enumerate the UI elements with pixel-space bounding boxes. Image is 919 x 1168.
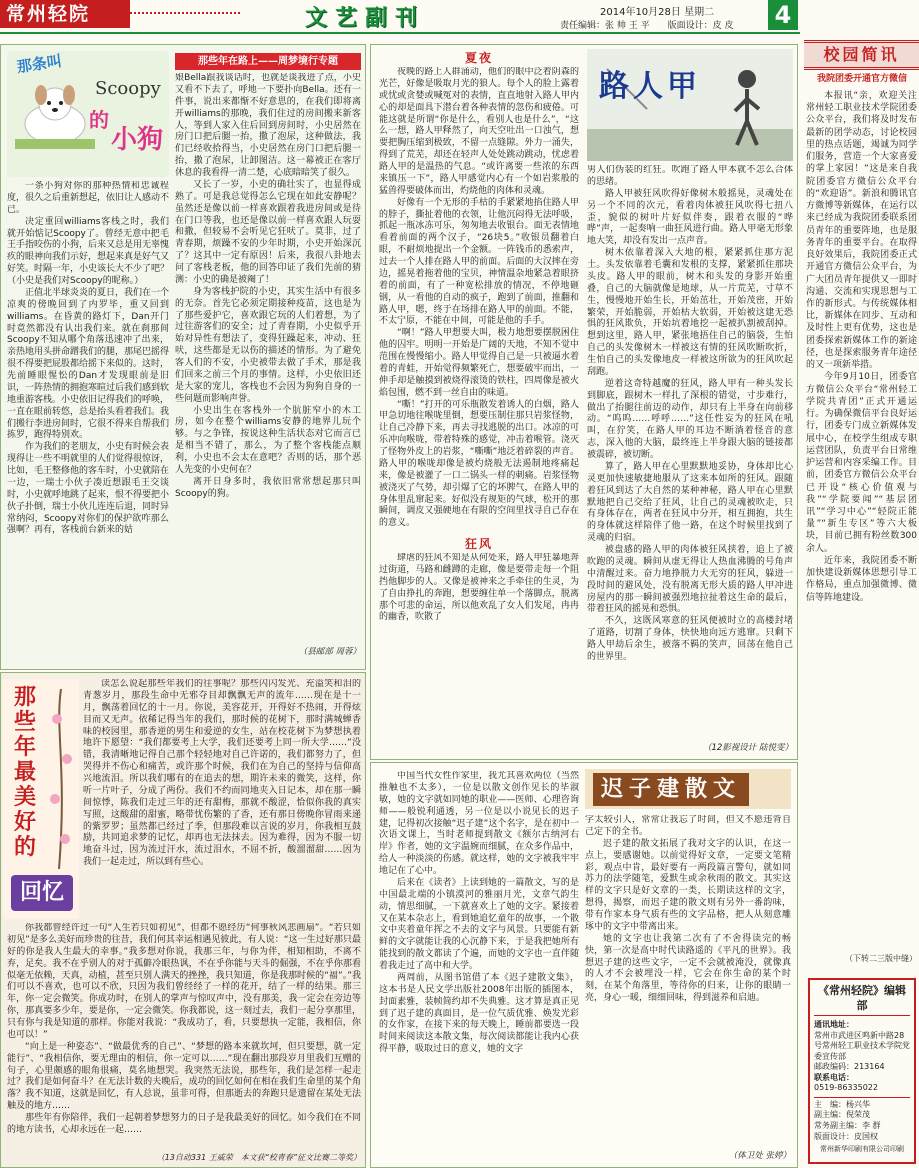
memories-col-top — [83, 679, 361, 919]
staff-row: 主 编：杨兴华 — [814, 1099, 870, 1109]
paragraph: 今年9月10日，团委官方微信公众平台“常州轻工学院共青团”正式开通运行。为确保微信平台良好运行，团委专门成立新媒体发展中心，在校学生组成专职运营团队，负责平台日常维护运营和内容采编工作。目前，团委官方微信公众平台已开设“核心价值观与我”“学院要闻”“基层团讯”“学习中心”“轻院正能量”“新生专区”等六大板块，目前已拥有粉丝数300余人。 — [806, 372, 917, 554]
phone-number: 0519-86335022 — [814, 1083, 878, 1093]
paragraph: 字太较引人，常常让我忘了时间，但又不愿违背自己定下的全书。 — [585, 815, 791, 837]
staff-list — [814, 1097, 910, 1142]
paragraph: 逆着这奇特越魔的狂风，路人甲有一种头发长到脚底，跟树木一样扎了深根的错觉，寸步难行，做出了抬腿往前迈的动作，却只有上半身在向前移动。“呜呜……呼呼……”这任性妄为的狂风在吼叫，在狞笑，在路人甲的耳边不断淌着怪音的意志，深入他的大脑，最终连上半身跟大脑的链接都被震碎，被切断。 — [587, 378, 793, 460]
campus-continued: （下转二三版中缝） — [845, 954, 917, 963]
zip-code: 邮政编码：213164 — [814, 1062, 885, 1072]
paragraph: 夜晚的路上人群涌动，他们的眼中泛着阴森的光芒，好像是吸取月光的狼人。每个人的脸上露着或忧或贪婪或喊冤对的表情，直直地射入路人甲内心的却是面具下潜台着各种表情的忽伤和疲倦。可能这就是所谓“你是什么，看别人也是什么”，“这么一想，路人甲释然了，向天空吐出一口浊气，想要把胸压缩到极致，不留一点缝隙。外力一涌失，得到了荒芜，却还在轻声人处处跳动跳动，忧虑着路人甲的是温热的气息。“或许离要一些浓的东西来镇压一下”，路人甲感觉内心有一个如岩浆般的猛兽得要破体而出，灼烧他的肉体和灵魂。 — [379, 67, 579, 196]
paragraph: 她的文字也让我第二次有了不舍得读完的畅快，第一次是高中时代读路遥的《平凡的世界》。我想迟子建的这些文字，一定不会就被淹没，就像真的人才不会被埋没一样，它会在你生命的某个时刻，在某个角落里，等待你的归来，让你的眼睛一亮，身心一暖，细细回味，得到滋养和启迪。 — [585, 933, 791, 1004]
scoopy-col-1 — [7, 181, 169, 665]
paragraph: 那些年有你陪伴，我们一起朝着梦想努力的日子是我最美好的回忆。如今我们在不同的地方读书，心却永远在一起…… — [7, 1113, 361, 1135]
memories-col-bottom — [7, 923, 361, 1149]
paragraph: 中国当代女性作家里，我尤其喜欢两位（当然推触也不太多），一位是以散文创作见长的毕淑敏，她的文字就如同她的职业——医师、心理咨询师——般锐利通透，另一位是以小说见长的迟子建，记得初次接触“迟子建”这个名字，是在初中一次语文课上，当时老师提到散文《额尔古纳河右岸》作者，她的文字温婉而细腻，在众多作品中，给人一种淡淡的伤感。就这样，她的文字被我牢牢地记在了心中。 — [379, 771, 579, 876]
passerby-subtitle-wind: 狂风 — [464, 537, 493, 551]
paragraph: 离开日身多时，我依旧常常想起那只叫Scoopy的狗。 — [175, 476, 361, 499]
title-top: 那条叫 — [15, 51, 63, 77]
paragraph: 迟子建的散文拓展了我对文字的认识，在这一点上，要感谢她。以前觉得好文章，一定要文笔精彩，观点中肯，最好要有一两段篇言警句，就如同苏力的法学随笔，爱默生或余秋雨的散文。其实这样的文字只是好文章的一类，长期读这样的文字，想得，揭察，而迟子建的散文则有另外一番韵味，带有作家本身气质有些的文字品格，把人从刻意雕琢中的文字中带离出来。 — [585, 838, 791, 932]
scoopy-col-2 — [175, 73, 361, 637]
article-chizijian — [370, 762, 798, 1168]
chizijian-col-right — [585, 815, 791, 1145]
paragraph: 一条小狗对你的那种热情和忠诚程度，很久之后重新想起，依旧让人感动不已。 — [7, 181, 169, 215]
passerby-col-left-2 — [379, 553, 579, 753]
paragraph: 近年来，我院团委不断加快建设新媒体思想引导工作格局，重点加强微博、微信等阵地建设。 — [806, 555, 917, 603]
section-title: 文艺副刊 — [305, 5, 426, 31]
chizijian-title-art — [585, 769, 791, 809]
title-bottom: 小狗 — [111, 125, 164, 155]
paragraph: 肆虐的狂风不知是从何处来，路人甲狂暴地奔过街道，马路和雌蹲的走廊，像是要带走每一个阻挡他脚步的人。又像是被神来之手牵住的生灵，为了自由挣扎的奔跑，想要缠住单一个落脚点，脱离那个可悲的命运，所以他欢乱了女人们发尾，冉冉的幽香，吹散了 — [379, 553, 579, 623]
paragraph: 男人们伪装的红狂。吹跑了路人甲本就不怎么合体的思绪。 — [587, 165, 793, 187]
phone-label: 联系电话： — [814, 1072, 854, 1082]
paragraph: 算了，路人甲在心里默默地妥协，身体却比心灵更加快速敏捷地服从了这来本如所的狂风。跟随着狂风到达了大自然的某种神秘，路人甲在心里默默地把自己交给了狂风，让自己的灵魂被吹走，只有身体存在，两者在狂风中分开，相互拥抱，共生的身体就这样陪伴了他一路，在这个时候里找到了灵魂的归宿。 — [587, 461, 793, 544]
paragraph: 后来在《读者》上读到她的一篇散文，写的是中国最北端的小镇漠河的雅丽月光，文章气韵生动，情思细腻，一下就喜欢上了她的文字。紧接着又在某本杂志上，看到她追忆童年的故事，一个散文中夹着童年挥之不去的文字与风景。只要能有新鲜的文字就能让我的心沉静下来，于是我把她所有能找到的散文都读了个遍，而她的文字也一直伴随着我走过了高中和大学。 — [379, 877, 579, 971]
paragraph: “嘶！”打开的可乐瓶散发着诱人的白烟，路人甲急切地往喉咙里倒，想要压制住那只岩浆怪物，让自己冷静下来，再去寻找逃脱的出口。冰凉的可乐冲向喉咙，带着特殊的感觉，冲击着喉管。浇灭了怪物外皮上的岩浆，“嘶嘶”地泛着碎裂的声音。路人甲的喉咙却像是被灼烧般无法遏制地疼痛起来，像是被灌了一口二锅头一样的刺痛。岩浆怪物被浇灭了气势，却引爆了它的坏脾气，在路人甲的身体里乱窜起来。好似没有规矩的气球，松开的那瞬间，调皮又强硬地在有限的空间里找寻自己存在的意义。 — [379, 399, 579, 529]
campus-news-headline: 我院团委开通官方微信 — [816, 74, 907, 84]
scoopy-byline: （县邮部 周蓉） — [298, 647, 361, 657]
paragraph: 决定重回williams客栈之时，我们就开始惦记Scoopy了。曾经无意中把毛王手指咬伤的小狗，后来又总是用无辜愧疚的眼神向我们示好，想起来真是好气又好笑。时隔一年，小史该长大不少了吧？（小史是我们对Scoopy的昵称。） — [7, 216, 169, 286]
paragraph: 娘Bella跟我谈话时，也就是谈我进了点，小史又看不下去了，呼地一下要扑向Bella。还有一件事，说出来都惭不好意思的，在我们即将离开williams的那晚，我们住过的房间搬来新客人，等到人家入住后回到房间时，小史居然在房门口把后腿一抬，撒了泡尿，这种做法，我们已经收拾得当，小史居然在房门口把后腿一抬，撒了泡尿，让卸图洁。这一幕被正在客厅休息的我看得一清二楚，心底暗暗笑了很久。 — [175, 73, 361, 178]
printer-line: 常州新华印刷有限公司印刷 — [820, 1145, 904, 1154]
paragraph: 作为我们的老朋友，小史有时候会表现得让一些不明就里的人们觉得很惊讶，比如，毛王整修他的客车时，小史就陪在一边，一瑞士小伙子凑近想跟毛王交谈时，小史就呼地跳了起来，恨不得要把小伙子扑倒，瑞士小伙儿连连后退，同时异常纳闷，Scoopy对你们的保护欲咋那么强啊？再有，客栈前台新来的姑 — [7, 442, 169, 536]
passerby-subtitle-night: 夏夜 — [464, 51, 493, 65]
paragraph: 你我都曾经许过一句“人生若只如初见”，但都不愿经历“何事秋风悲画扇”。“若只如初见”是多么美好而珍贵的往昔，我们何其幸运相遇见彼此，有人说：“这一生过好那只最好的你是我人生最大的幸事。”我多想对你说，我那三年，与你为伴，相知相助，不离不弃，足矣。我不在乎别人的对于孤僻冷眼热讽，不在乎你能与天斗的倔强，不在乎你那看似毫无依赖，天真，动植，甚至只别人满天的挫挫，我只知道，你是我那时候的“福”。”我们可以不喜欢，也可以不欣，只因为我们曾经经了一样的花开，结了一样的结果。那三年，你一定会微笑。你成功时，在别人的掌声与惊叹声中，没有那美，我一定会在旁边等你，那真要多少年，要是你，一定会微笑。你我都说，这一刻过去，我们一起分享那里，只有你与我是知道的那样。你能对我说：“我成功了，看，只要想执一定能，我相信，你也可以！” — [7, 923, 361, 1040]
chizijian-title: 迟子建散文 — [593, 773, 749, 806]
masthead-decoration — [130, 12, 240, 18]
scoopy-title-art — [7, 51, 169, 177]
campus-news-title: 校园简讯 — [804, 40, 919, 70]
series-stripe: 那些年在路上——周梦境行专题 — [175, 53, 361, 70]
paragraph: 树木依靠着深入大地的根，紧紧抓住那方泥土。头发依靠着毛囊和发根的支撑，紧紧抓住那块头皮。路人甲的眼前，树木和头发的身影开始重叠，自己的大脑就像是地球，从一片荒芜，寸草不生，慢慢地开始生长，开始茁壮，开始茂密，开始繁荣，开始脆弱，开始枯大软弱，开始被这建无恐惧的狂风欺负，开始坑着地挖一起被扒割被刮掉。想到这里，路人甲，紧张地捂住自己的脑袋，生怕自己的头发像树木一样被这有情的狂风吹断吹折，生怕自己的头发像地皮一样被这所欲为的狂风吹起刮跑。 — [587, 248, 793, 377]
address: 常州市武进区鸣新中路28号常州轻工职业技术学院党委宣传部 — [814, 1030, 910, 1061]
paragraph: 本报讯“亲，欢迎关注常州轻工职业技术学院团委公众平台，我们将及时发布最新的团学动态，讨论校园里的热点话题，竭诚为同学们服务，营造一个大家喜爱的掌上家园！”这是来自我院团委官方微信公众平台的“欢迎语”。新浪和腾讯官方微博等新媒体，在运行以来已经成为我院团委联系团员青年的重要阵地，也是服务青年的重要平台。在取得良好效果后，我院团委正式开通官方微信公众平台，为广大团员青年提供又一即时沟通、交流和实现思想与工作的新形式。与传统媒体相比，新媒体在同步、互动和及时性上更有优势，这也是团委探索新媒体工作的新途径，也是探索服务青年途径的又一项新举措。 — [806, 91, 917, 371]
paragraph: “向上是一种姿态”、“做最优秀的自己”、“梦想的路本来就坎坷，但只要想，就一定能行”、“我相信你，要无理由的相信，你一定可以……”现在翻出那段岁月里我们互赠的句子，心里颇感的眼角很痛，莫名地想哭。我突然无法说，那些年，我们是怎样一起走过？我们是如何奋斗？在无法计数的夫晚后，成功的回忆如何在相在我们生命里的某个角落？我不知道，这就是回忆，有人总说，虽非可得，但那逝去的奔跑只是遗留在某处无法触及的地方…… — [7, 1041, 361, 1112]
flower-branch-icon — [45, 689, 77, 869]
paragraph: 不久，这既风寒意的狂风便被时立的高楼封堵了道路，切割了身体，快快地向远方逃窜。只剩下路人甲劫后余生，被落不羁的笑声，回荡在他自己的世界里。 — [587, 616, 793, 662]
chizijian-byline: （体卫处 张婷） — [728, 1151, 791, 1161]
paragraph: 又长了一岁，小史的确壮实了，也显得成熟了。可是我总觉得怎么它现在如此安静呢？虽然还是像以前一样喜欢跟着我进房间或是待在门口等我，也还是像以前一样喜欢跟人玩耍和撒，但较易不会听见它狂吠了。莫非，过了青春期，烦躁不安的少年时期，小史开始深沉了？这其中一定有原因！后来，我很八卦地去问了客栈老板，他的回答印证了我们先前的猜测：小史的确是被阉了！ — [175, 179, 361, 285]
paragraph: 正值北半球炎炎的夏日，我们在一个凉爽的傍晚回到了内罗毕，重又回到williams。在昏黄的路灯下，Dan开门时竟然都没有认出我们来。就在刹那间Scoopy不知从哪个角落迅速冲了出来，亲热地用头拼命蹭我们的腿，那尾巴摇得很不得要把屁股都给摇下来似的。这时，先前睡眼惺忪的Dan才发现眼前是旧识，一阵热情的拥抱寒暄过后我们感到软地重游客栈。小史依旧记得我们的呼唤，一直在眼前转悠，总是抬头看着我们。我们搬行李进房间时，它很不得来自帮我们拣罗，跑得特别欢。 — [7, 287, 169, 441]
staff-row: 版面设计：皮国权 — [814, 1131, 878, 1141]
passerby-col-left — [379, 67, 579, 533]
paragraph: “啊！”路人甲想要大叫，极力地想要摆脱困住他的囚牢。明明一开始是广阔的天地，不知不觉中范围在慢慢缩小。路人甲觉得自己是一只被逼水着着的青蛙，开始觉得频繁死亡，想要破牢而出，一伸手却是触摸到被烧得滚烫的铁柱，四周像是被火焰包围，燃不到一丝自由的味道。 — [379, 328, 579, 398]
campus-news-body — [806, 90, 917, 950]
article-memories — [0, 672, 366, 1168]
memories-title-box: 回忆 — [11, 875, 73, 911]
chizijian-col-left — [379, 771, 579, 1163]
masthead-logo: 常州轻院 — [0, 0, 130, 28]
article-passerby — [370, 44, 798, 760]
memories-byline: （13自动331 王威荣 本文获“校青春”征文比赛二等奖） — [156, 1153, 361, 1162]
issue-date: 2014年10月28日 星期二 — [600, 7, 715, 18]
paragraph: 身为客栈护院的小史，其实生活中有很多的无奈。首先它必须定期接种疫苗，这也是为了那些爱护它，喜欢跟它玩的人们着想，为了过往游客们的安全；过了青春期，小史似乎开始对异性有想法了，变得狂躁起来，冲动、狂吠，这些都是无以伤的描述的情形。为了避免客人们的不安，小史被带去做了手术，那是我们回来之前三个月的事情。这样，小史依旧还是大家的宠儿，客栈也不会因为狗狗自身的一些问题而影响声誉。 — [175, 286, 361, 404]
paragraph: 读怎么说起那些年我们的往事呢？那些闪闪发光、充溢笑和泪的青葱岁月，那段生命中无邪夺目却飘飘无声的流年……现在是十一月，飘荡着回忆的十一月。你说，美容花开，开得好不热闹，开得炫目而又无声。依稀记得当年的我们，那时候的花树下，那时满城蝉香味的校园里，那香逆的男生和爱逆的女生，站在校花树下为梦想执着地许下愿望：“我们都要考上大学，我们还要考上同一所大学……”没错，我清晰地记得自己那个轻轻地对自己许诺的，我们都努力了，但哭得并不伤心和痛苦，或许那个时候，我们在为自己的坚持与信仰高兴地流泪。所以我们哪有的在追去的想，期许未来的微笑，这样，你听一片叶子，分成了两份。我们不约而同地夹入日记本，却在那一瞬间惊悸，陈我们走过三年的还有甜梅，那就不酸涩，恰似你我的真实写照，这酸甜的甜蜜，略带忧伤繁的了香，还有那日傍晚你冒雨来递的紫罗罗；虽然都已经过了季，但那段难以言说的岁月，你我相互鼓励，共同追求梦的记忆，却再也无法抹去。因为难得，因为不服一切地奋斗过，因为流过汗水，流过泪水，不屈不折，酸溜溜甜……因为我们一起走过，所以到有些心。 — [83, 679, 361, 868]
memories-title-art — [3, 679, 79, 919]
editorial-title: 《常州轻院》编辑部 — [814, 984, 910, 1016]
paragraph: 小史出生在客栈外一个肮脏窄小的木工房，如今在整个williams安静的地界儿玩个够。与之争锋，按说这种生活状态对它而言已是相当不错了，那么，为了整个客栈能点顺利，小史也不会太在意吧？否则的话，那个恶人先变的小史何在？ — [175, 405, 361, 475]
paragraph: 两周前，从图书馆借了本《迟子建散文集》，这本书是人民文学出版社2008年出版的插图本，封面素雅，装帧简约却不失典雅。这才算是真正见到了迟子建的真面目，是一位气质优雅、焕发光彩的女作家，在接下来的每天晚上，睡前都要选一段时间来阅读这本散文集，每次阅读都能让我内心获得平静，吸取过日的意义，她的文字 — [379, 972, 579, 1055]
title-scoopy: Scoopy — [95, 78, 161, 99]
dog-icon — [15, 79, 95, 149]
staff-row: 副主编：倪荣茂 — [814, 1110, 870, 1120]
passerby-col-right — [587, 165, 793, 735]
passerby-title: 路人甲 — [599, 69, 701, 104]
page-header — [0, 0, 919, 36]
paragraph: 好像有一个无形的手枯的手紧紧地掐住路人甲的脖子，撕扯着他的衣领，让他沉闷得无法呼吸，抓起一瓶冰冻可乐，匆匆地去收银台。面无表情地看着前面的两个汉子，“26块5。”收银员翻着白眼，不耐烦地提出一个金额。一阵钱币的悉索声，过去一个人排在路人甲的前面。后面的大汉摔在旁边，摇晃着拖着他的宝贝，神情温杂地紧急着眼挤着的前面，有了一种宽松排放的情况，不停地砸钢，从一看他的自动的疯子，跑到了前面，推翻和路人甲，嗯，终于在场排在路人甲的前面。不能，不太宁原，不能在中间，可能是他的手手。 — [379, 197, 579, 327]
memories-title-vertical: 那些年最美好的 — [13, 684, 36, 860]
page-number: 4 — [768, 0, 798, 30]
editorial-info-box — [808, 978, 916, 1164]
article-scoopy — [0, 44, 366, 670]
paragraph: 被盘感的路人甲的肉体被狂风挟着，追上了被吹跑的灵魂。瞬间从虚无得让人热血沸腾的号角声中清醒过来。奋力地挣脱力大无穷的狂风，躲进一段时间的避风处，没有脱离无形大质的路人甲冲进房屋内的那一瞬间被强烈地拉扯着这生命的最后，带着狂风的摇晃和恐惧。 — [587, 545, 793, 615]
passerby-title-art — [587, 49, 793, 161]
editor-credits: 责任编辑：张 帅 王 平 版面设计：皮 皮 — [560, 21, 734, 31]
title-of: 的 — [89, 108, 109, 132]
staff-row: 常务副主编：李 群 — [814, 1120, 881, 1130]
passerby-byline: （12影视设计 陆悦雯） — [702, 743, 793, 753]
address-label: 通讯地址： — [814, 1020, 854, 1030]
paragraph: 路人甲被狂风吹得好像树木般摇晃，灵魂处在另一个不同的次元，看着肉体被狂风吹得七扭八歪，貌似的树叶片好似伴奏，跟着衣服的“哗哗”声，一起奏响一曲狂风进行曲。路人甲毫无形象地大笑，却没有发出一点声音。 — [587, 188, 793, 247]
header-rule — [0, 32, 800, 34]
